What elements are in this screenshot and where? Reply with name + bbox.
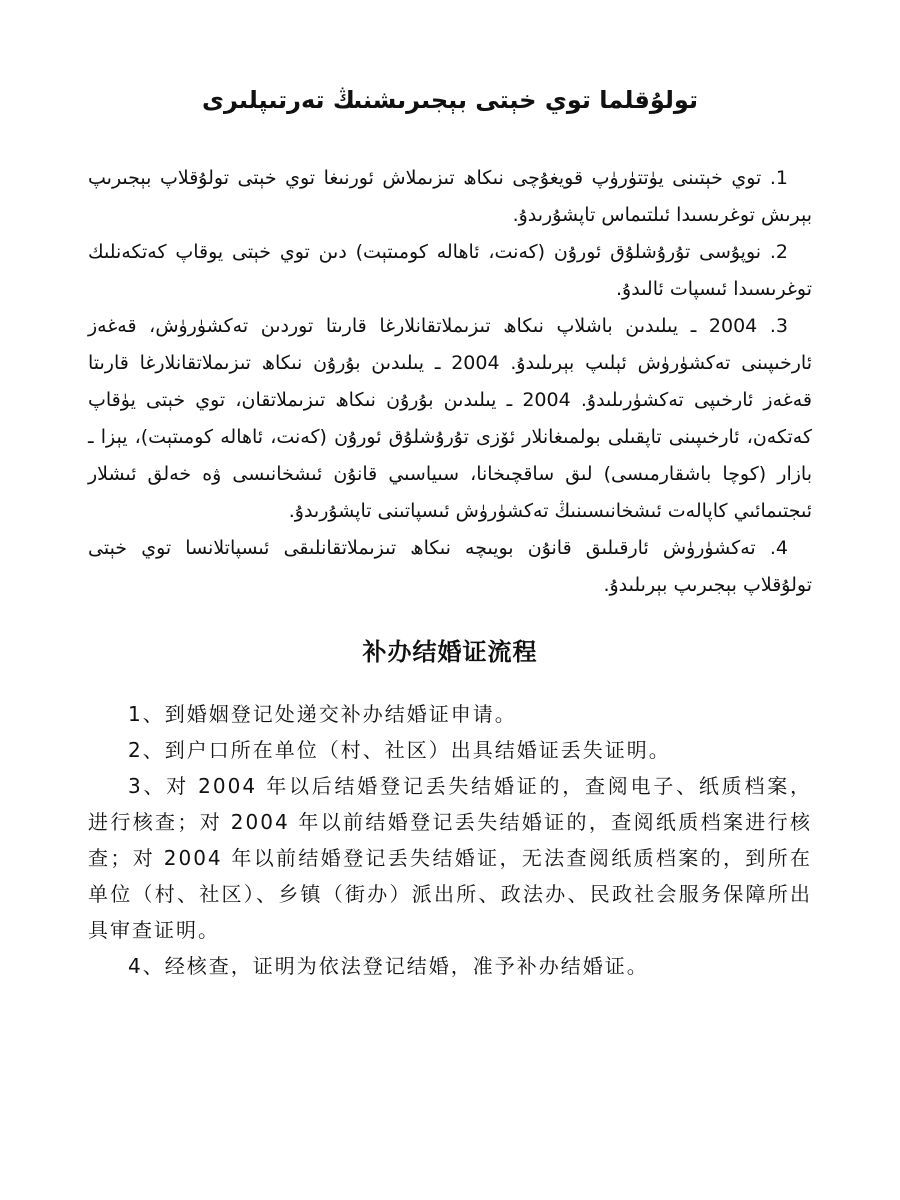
chinese-paragraph-2: 2、到户口所在单位（村、社区）出具结婚证丢失证明。 — [128, 738, 671, 762]
chinese-paragraph-4: 4、经核查，证明为依法登记结婚，准予补办结婚证。 — [128, 954, 649, 978]
uyghur-paragraph-2: 2. نوپۇسى تۇرۇشلۇق ئورۇن (كەنت، ئاھالە كومىتېت) دىن توي خېتى يوقاپ كەتكەنلىك توغرىسىدا ئىسپات ئالىدۇ. — [88, 241, 812, 300]
chinese-section — [88, 630, 812, 984]
uyghur-section — [88, 78, 812, 604]
uyghur-paragraph-1: 1. توي خېتىنى يۈتتۈرۈپ قويغۇچى نىكاھ تىزىملاش ئورنىغا توي خېتى تولۇقلاپ بېجىرىپ بېرىش توغرىسىدا ئىلتىماس تاپشۇرىدۇ. — [88, 167, 812, 226]
uyghur-title: تولۇقلما توي خېتى بېجىرىشنىڭ تەرتىپلىرى — [202, 86, 698, 114]
uyghur-paragraph-4: 4. تەكشۈرۈش ئارقىلىق قانۇن بويىچە نىكاھ تىزىملاتقانلىقى ئىسپاتلانسا توي خېتى تولۇقلاپ بېجىرىپ بېرىلىدۇ. — [88, 537, 812, 596]
chinese-title: 补办结婚证流程 — [362, 638, 538, 666]
chinese-paragraph-3: 3、对 2004 年以后结婚登记丢失结婚证的，查阅电子、纸质档案，进行核查；对 2004 年以前结婚登记丢失结婚证的，查阅纸质档案进行核查；对 2004 年以前结婚登记丢失结婚证，无法查阅纸质档案的，到所在单位（村、社区）、乡镇（街办）派出所、政法办、民政社会服务保障所出具审查证明。 — [88, 774, 812, 942]
uyghur-paragraph-3: 3. 2004 ـ يىلىدىن باشلاپ نىكاھ تىزىملاتقانلارغا قارىتا توردىن تەكشۈرۈش، قەغەز ئارخىپىنى تەكشۈرۈش ئېلىپ بېرىلىدۇ. 2004 ـ يىلىدىن بۇرۇن نىكاھ تىزىملاتقانلارغا قارىتا قەغەز ئارخىپى تەكشۈرىلىدۇ. 2004 ـ يىلىدىن بۇرۇن نىكاھ تىزىملاتقان، توي خېتى يۈقاپ كەتكەن، ئارخىپىنى تاپقىلى بولمىغانلار ئۆزى تۇرۇشلۇق ئورۇن (كەنت، ئاھالە كومىتېت)، يېزا ـ بازار (كوچا باشقارمىسى) لىق ساقچىخانا، سىياسىي قانۇن ئىشخانىسى ۋە خەلق ئىشلار ئىجتىمائىي كاپالەت ئىشخانىسىنىڭ تەكشۈرۈش ئىسپاتىنى تاپشۇرىدۇ. — [88, 315, 812, 522]
chinese-paragraph-1: 1、到婚姻登记处递交补办结婚证申请。 — [128, 702, 517, 726]
